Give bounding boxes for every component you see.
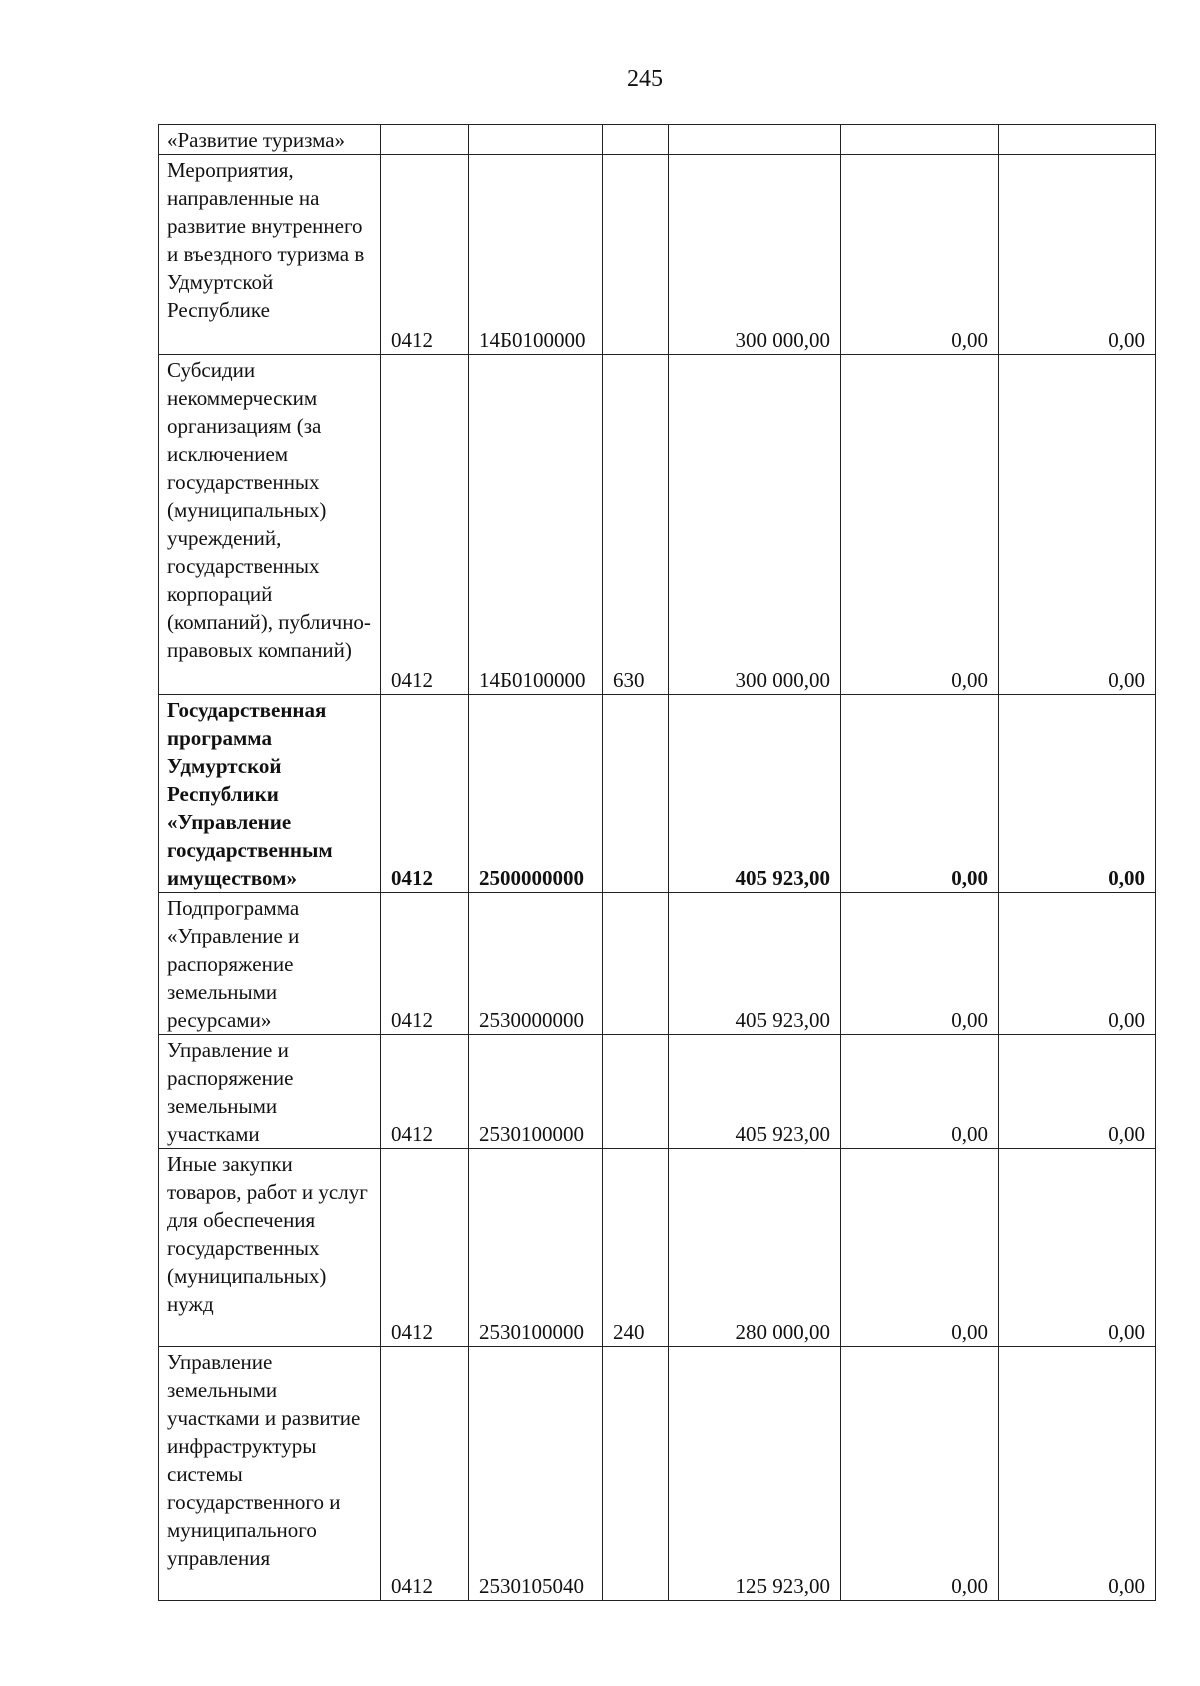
amount-2: 0,00 bbox=[841, 1035, 999, 1149]
amount-3: 0,00 bbox=[999, 1149, 1156, 1347]
expense-type bbox=[603, 893, 669, 1035]
amount-1: 280 000,00 bbox=[669, 1149, 841, 1347]
expense-type bbox=[603, 1035, 669, 1149]
expense-type bbox=[603, 155, 669, 355]
target-code: 2500000000 bbox=[469, 695, 603, 893]
amount-1: 405 923,00 bbox=[669, 1035, 841, 1149]
target-code: 2530105040 bbox=[469, 1347, 603, 1601]
expense-type bbox=[603, 1347, 669, 1601]
amount-3: 0,00 bbox=[999, 893, 1156, 1035]
expense-type: 240 bbox=[603, 1149, 669, 1347]
amount-3: 0,00 bbox=[999, 355, 1156, 695]
amount-3: 0,00 bbox=[999, 1347, 1156, 1601]
row-name: Иные закупки товаров, работ и услуг для обеспечения государственных (муниципальных) нужд bbox=[159, 1149, 381, 1347]
amount-2: 0,00 bbox=[841, 355, 999, 695]
amount-2: 0,00 bbox=[841, 893, 999, 1035]
table-row bbox=[159, 695, 1156, 893]
amount-2 bbox=[841, 125, 999, 155]
amount-1: 125 923,00 bbox=[669, 1347, 841, 1601]
row-name: Субсидии некоммерческим организациям (за исключением государственных (муниципальных) учреждений, государственных корпораций (компаний), публично-правовых компаний) bbox=[159, 355, 381, 695]
section-code: 0412 bbox=[381, 695, 469, 893]
section-code: 0412 bbox=[381, 1347, 469, 1601]
section-code: 0412 bbox=[381, 155, 469, 355]
table-row bbox=[159, 1149, 1156, 1347]
target-code: 2530000000 bbox=[469, 893, 603, 1035]
target-code: 2530100000 bbox=[469, 1035, 603, 1149]
row-name: Управление и распоряжение земельными участками bbox=[159, 1035, 381, 1149]
row-name: Подпрограмма «Управление и распоряжение земельными ресурсами» bbox=[159, 893, 381, 1035]
row-name: Мероприятия, направленные на развитие внутреннего и въездного туризма в Удмуртской Республике bbox=[159, 155, 381, 355]
target-code: 14Б0100000 bbox=[469, 155, 603, 355]
expense-type: 630 bbox=[603, 355, 669, 695]
row-name: Государственная программа Удмуртской Республики «Управление государственным имуществом» bbox=[159, 695, 381, 893]
amount-1 bbox=[669, 125, 841, 155]
target-code: 2530100000 bbox=[469, 1149, 603, 1347]
table-row bbox=[159, 1035, 1156, 1149]
amount-1: 405 923,00 bbox=[669, 893, 841, 1035]
row-name: Управление земельными участками и развитие инфраструктуры системы государственного и муниципального управления bbox=[159, 1347, 381, 1601]
amount-1: 300 000,00 bbox=[669, 355, 841, 695]
amount-3: 0,00 bbox=[999, 155, 1156, 355]
amount-2: 0,00 bbox=[841, 155, 999, 355]
section-code: 0412 bbox=[381, 893, 469, 1035]
amount-1: 300 000,00 bbox=[669, 155, 841, 355]
target-code bbox=[469, 125, 603, 155]
amount-2: 0,00 bbox=[841, 1149, 999, 1347]
table-row bbox=[159, 1347, 1156, 1601]
target-code: 14Б0100000 bbox=[469, 355, 603, 695]
table-row bbox=[159, 355, 1156, 695]
amount-3 bbox=[999, 125, 1156, 155]
section-code: 0412 bbox=[381, 1149, 469, 1347]
table-row bbox=[159, 893, 1156, 1035]
budget-table bbox=[158, 124, 1156, 1601]
expense-type bbox=[603, 125, 669, 155]
section-code bbox=[381, 125, 469, 155]
amount-2: 0,00 bbox=[841, 1347, 999, 1601]
amount-2: 0,00 bbox=[841, 695, 999, 893]
page-number: 245 bbox=[627, 66, 663, 92]
row-name: «Развитие туризма» bbox=[159, 125, 381, 155]
table-row bbox=[159, 155, 1156, 355]
expense-type bbox=[603, 695, 669, 893]
section-code: 0412 bbox=[381, 1035, 469, 1149]
amount-1: 405 923,00 bbox=[669, 695, 841, 893]
amount-3: 0,00 bbox=[999, 1035, 1156, 1149]
amount-3: 0,00 bbox=[999, 695, 1156, 893]
section-code: 0412 bbox=[381, 355, 469, 695]
table-row bbox=[159, 125, 1156, 155]
